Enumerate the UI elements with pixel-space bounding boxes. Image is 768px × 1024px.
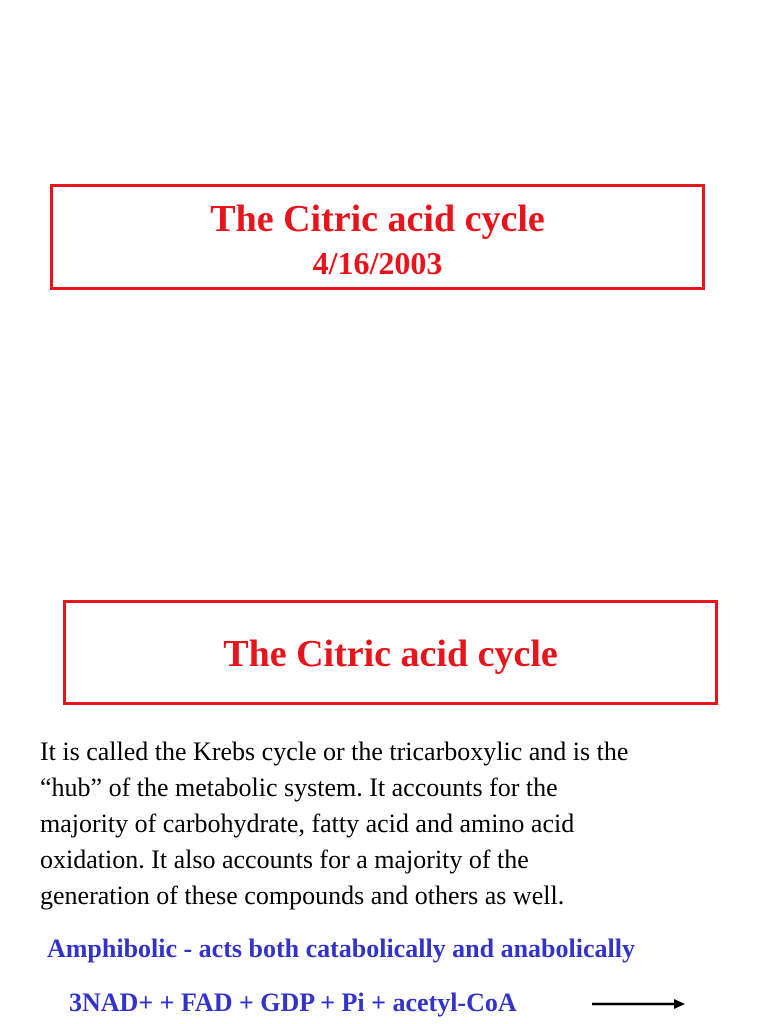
title-box-slide2: [63, 600, 718, 705]
body-line: It is called the Krebs cycle or the tricarboxylic and is the: [40, 737, 629, 766]
body-line: oxidation. It also accounts for a majority of the: [40, 845, 529, 874]
body-line: “hub” of the metabolic system. It accounts for the: [40, 773, 558, 802]
reaction-equation: 3NAD+ + FAD + GDP + Pi + acetyl-CoA: [69, 988, 517, 1017]
body-line: generation of these compounds and others as well.: [40, 881, 565, 910]
right-arrow-icon: [590, 994, 686, 1014]
body-paragraph: [40, 734, 740, 914]
title-box-slide1: [50, 184, 705, 290]
slide1-date: 4/16/2003: [312, 245, 443, 281]
body-line: majority of carbohydrate, fatty acid and amino acid: [40, 809, 575, 838]
slide2-title: The Citric acid cycle: [223, 633, 558, 675]
amphibolic-statement: Amphibolic - acts both catabolically and anabolically: [47, 934, 635, 963]
slide1-title: The Citric acid cycle: [210, 198, 545, 240]
